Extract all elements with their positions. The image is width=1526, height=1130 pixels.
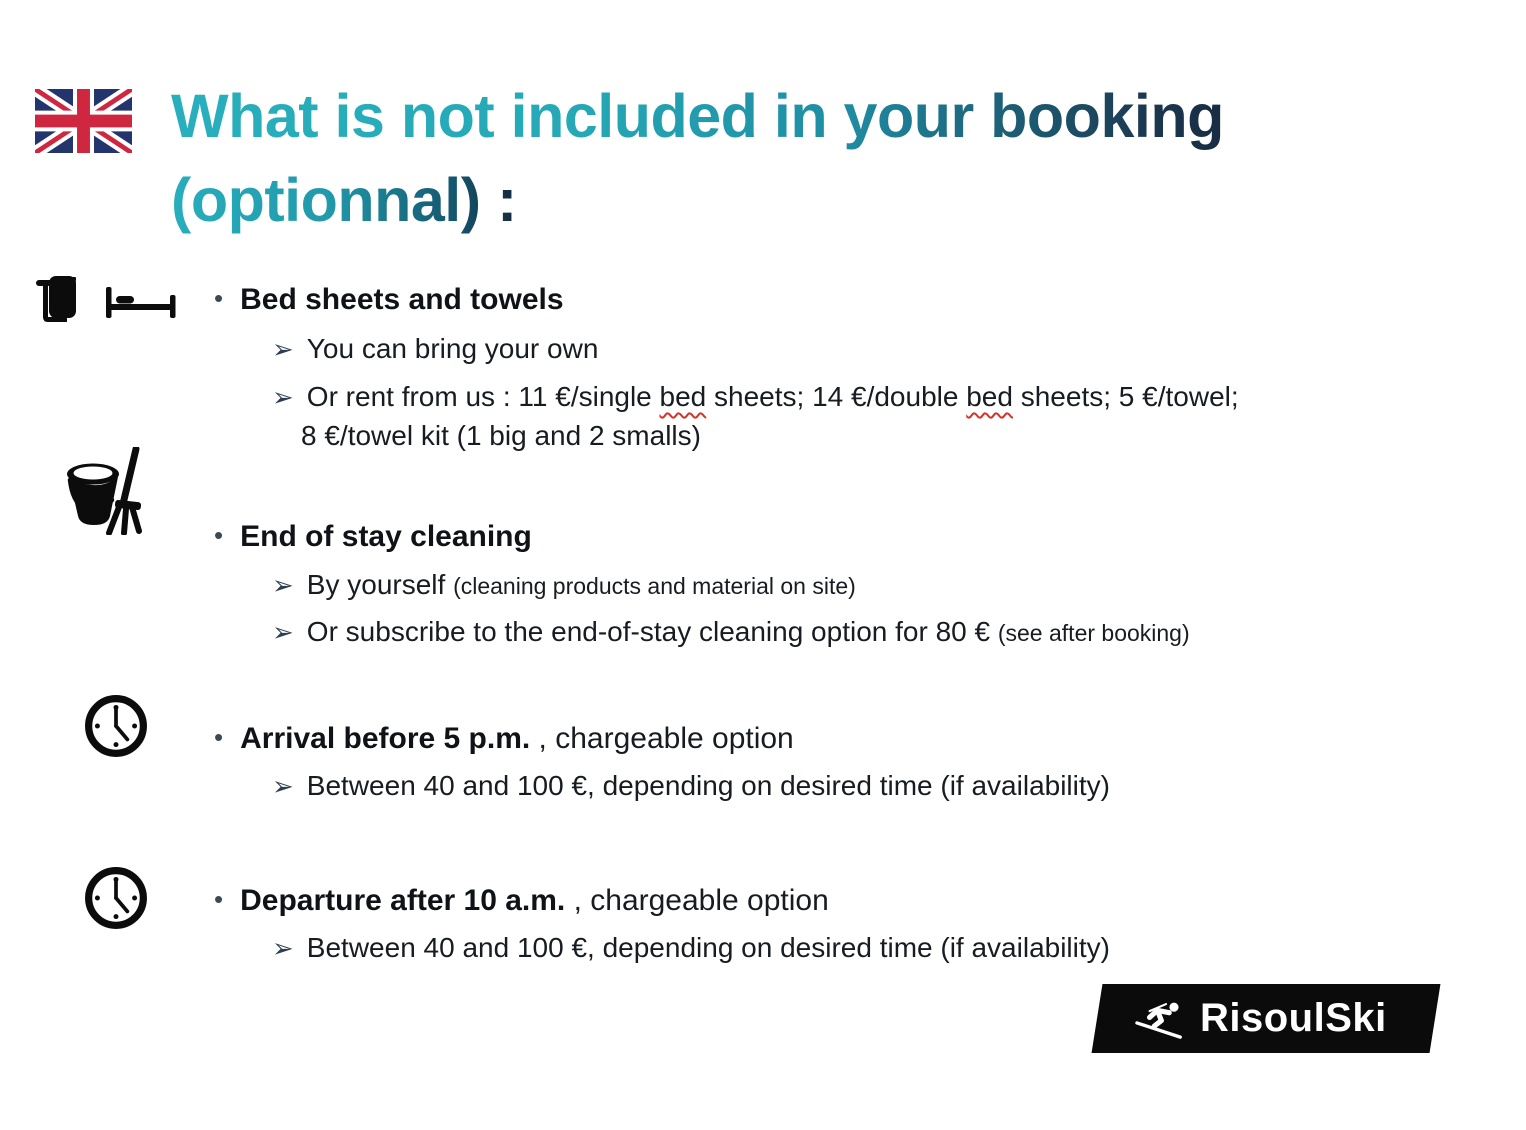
cleaning-item-subscribe-text: Or subscribe to the end-of-stay cleaning option for 80 € <box>306 616 998 647</box>
bullet-icon: • <box>214 884 224 914</box>
risoulski-logo-text: RisoulSki <box>1200 996 1387 1040</box>
page-title-line1: What is not included in your booking <box>171 74 1224 158</box>
rent-text-part2: sheets; 14 €/double <box>706 381 967 412</box>
clock-icon <box>84 694 148 758</box>
page-title <box>171 74 1224 242</box>
arrow-icon: ➢ <box>272 571 294 601</box>
bucket-broom-icon <box>66 447 148 535</box>
rent-text-part1: Or rent from us : 11 €/single <box>306 381 660 412</box>
towel-icon <box>36 276 78 326</box>
arrow-icon: ➢ <box>272 772 294 802</box>
cleaning-item-subscribe <box>272 615 1190 650</box>
page-title-line2: (optionnal) : <box>171 158 517 242</box>
cleaning-heading-text: End of stay cleaning <box>240 520 532 553</box>
arrow-icon: ➢ <box>272 383 294 413</box>
cleaning-item-yourself <box>272 568 856 603</box>
bed-icon <box>106 287 176 318</box>
bed-item-bring-own-text: You can bring your own <box>306 333 599 364</box>
departure-heading-bold: Departure after 10 a.m. <box>240 884 566 917</box>
skier-icon <box>1133 996 1185 1042</box>
bed-item-bring-own <box>272 332 598 367</box>
arrival-item-price <box>272 769 1110 804</box>
arrival-heading-bold: Arrival before 5 p.m. <box>240 722 531 755</box>
uk-flag-icon <box>35 89 132 153</box>
clock-icon <box>84 866 148 930</box>
bullet-icon: • <box>214 520 224 550</box>
cleaning-section-heading <box>214 519 532 555</box>
risoulski-logo <box>1092 984 1441 1053</box>
departure-item-price-text: Between 40 and 100 €, depending on desired time (if availability) <box>306 932 1110 963</box>
bed-section-heading <box>214 282 564 318</box>
bullet-icon: • <box>214 722 224 752</box>
departure-section-heading <box>214 883 829 919</box>
arrow-icon: ➢ <box>272 934 294 964</box>
bed-item-rent-line2-text: 8 €/towel kit (1 big and 2 smalls) <box>301 420 701 451</box>
cleaning-item-yourself-note: (cleaning products and material on site) <box>453 573 856 599</box>
bed-item-rent-line2 <box>301 419 701 453</box>
arrival-section-heading <box>214 721 794 757</box>
cleaning-item-subscribe-note: (see after booking) <box>997 620 1190 646</box>
arrival-heading-regular: , chargeable option <box>530 722 794 755</box>
arrow-icon: ➢ <box>272 618 294 648</box>
arrival-item-price-text: Between 40 and 100 €, depending on desired time (if availability) <box>306 770 1110 801</box>
bed-item-rent <box>272 380 1239 415</box>
departure-item-price <box>272 931 1110 966</box>
departure-heading-regular: , chargeable option <box>565 884 829 917</box>
rent-text-part3: sheets; 5 €/towel; <box>1012 381 1239 412</box>
cleaning-item-yourself-text: By yourself <box>306 569 454 600</box>
arrow-icon: ➢ <box>272 335 294 365</box>
bullet-icon: • <box>214 283 224 313</box>
bed-heading-text: Bed sheets and towels <box>240 283 564 316</box>
rent-text-misspelled1: bed <box>659 381 707 412</box>
bed-item-rent-text <box>307 381 1239 412</box>
risoulski-logo-inner <box>1097 984 1435 1053</box>
rent-text-misspelled2: bed <box>966 381 1013 412</box>
